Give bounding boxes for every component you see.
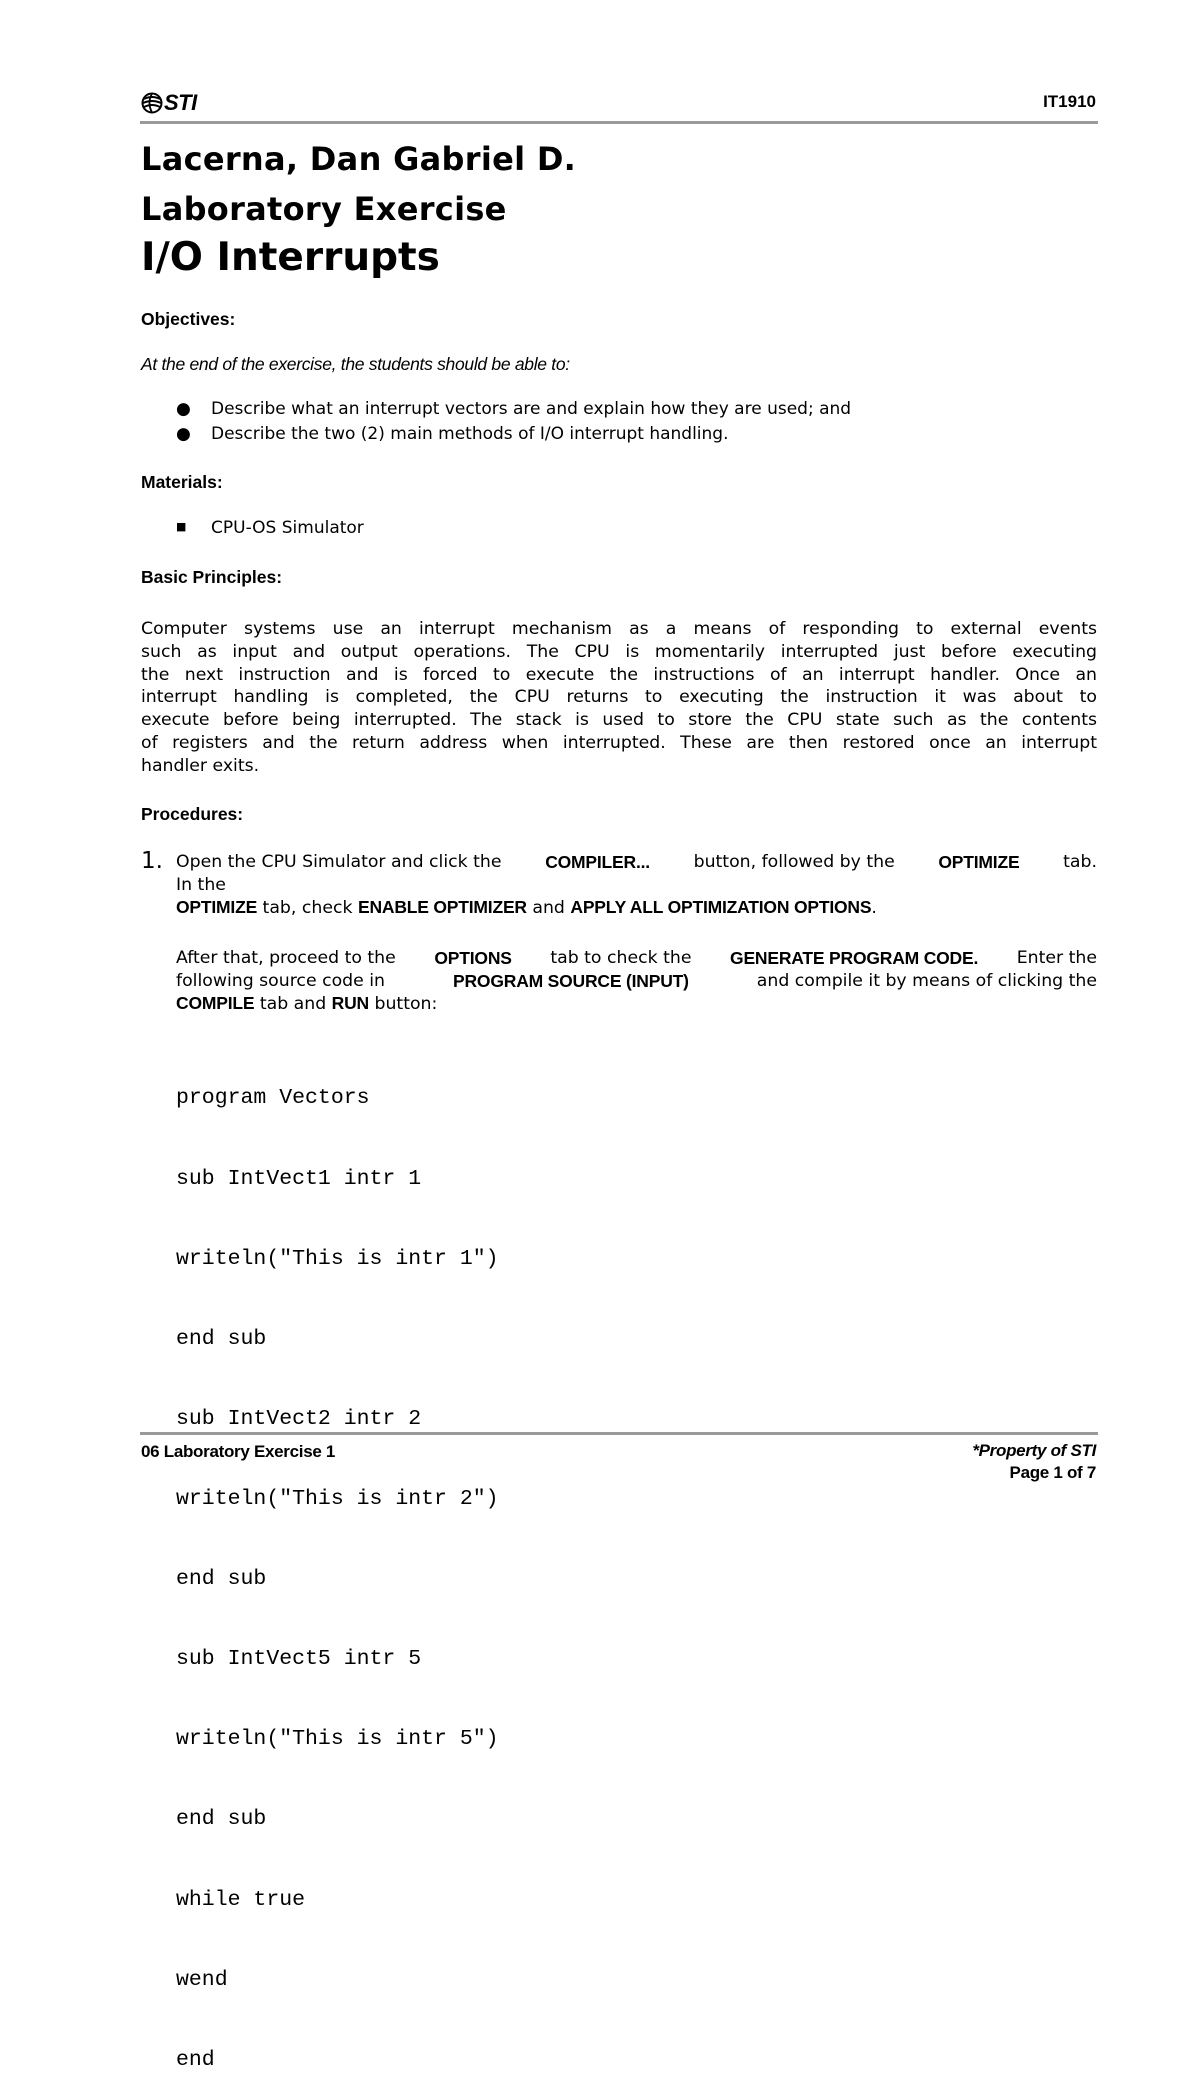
basic-principles-heading: Basic Principles: [141, 567, 283, 587]
objective-item: Describe the two (2) main methods of I/O interrupt handling. [211, 424, 729, 444]
globe-icon [141, 92, 163, 114]
paragraph-line: execute before being interrupted. The stack is used to store the CPU state such as the contents [141, 710, 1097, 731]
page-number: Page 1 of 7 [1009, 1463, 1096, 1482]
paragraph-line: interrupt handling is completed, the CPU returns to executing the instruction it was about to [141, 687, 1097, 708]
paragraph-line: In the [176, 874, 226, 895]
paragraph-line: such as input and output operations. The CPU is momentarily interrupted just before executing [141, 641, 1097, 662]
code-line: sub IntVect5 intr 5 [176, 1647, 422, 1672]
sti-logo [141, 88, 203, 118]
logo-text: STI [164, 90, 197, 115]
paragraph-line: following source code in PROGRAM SOURCE (INPUT) and compile it by means of clicking the [176, 970, 1097, 991]
code-line: end sub [176, 1326, 267, 1351]
objective-item: Describe what an interrupt vectors are and explain how they are used; and [211, 399, 852, 419]
paragraph-line: OPTIMIZE tab, check ENABLE OPTIMIZER and APPLY ALL OPTIMIZATION OPTIONS. [176, 897, 877, 919]
paragraph-line: the next instruction and is forced to execute the instructions of an interrupt handler. Once an [141, 664, 1097, 685]
header-rule [140, 121, 1098, 124]
code-line: writeln("This is intr 5") [176, 1727, 499, 1752]
page-title: I/O Interrupts [141, 235, 440, 280]
step-number: 1. [141, 848, 163, 874]
footer-document-label: 06 Laboratory Exercise 1 [141, 1442, 336, 1461]
code-line: end [176, 2047, 215, 2072]
property-notice: *Property of STI [972, 1441, 1096, 1460]
footer-rule [140, 1432, 1098, 1435]
materials-heading: Materials: [141, 472, 223, 492]
code-line: sub IntVect2 intr 2 [176, 1406, 422, 1431]
footer-right [972, 1440, 1096, 1484]
bullet-icon: ● [176, 424, 191, 444]
step1-paragraph1 [176, 851, 1097, 920]
paragraph-line: handler exits. [141, 755, 260, 776]
code-line: end sub [176, 1567, 267, 1592]
document-type: Laboratory Exercise [141, 190, 507, 228]
student-name: Lacerna, Dan Gabriel D. [141, 140, 577, 178]
code-line: sub IntVect1 intr 1 [176, 1166, 422, 1191]
course-code: IT1910 [1043, 92, 1096, 111]
paragraph-line: Computer systems use an interrupt mechanism as a means of responding to external events [141, 619, 1097, 639]
bullet-icon: ● [176, 399, 191, 419]
paragraph-line: Open the CPU Simulator and click the COMPILER... button, followed by the OPTIMIZE tab. [176, 852, 1097, 872]
square-bullet-icon: ■ [176, 520, 187, 533]
code-line: writeln("This is intr 2") [176, 1486, 499, 1511]
code-line: while true [176, 1887, 306, 1912]
procedures-heading: Procedures: [141, 804, 244, 824]
paragraph-line: of registers and the return address when interrupted. These are then restored once an interrupt [141, 732, 1097, 753]
paragraph-line: COMPILE tab and RUN button: [176, 993, 438, 1015]
objectives-intro: At the end of the exercise, the students should be able to: [141, 354, 570, 374]
basic-principles-paragraph [141, 618, 1097, 778]
objectives-heading: Objectives: [141, 309, 236, 329]
code-line: program Vectors [176, 1086, 370, 1111]
code-line: end sub [176, 1807, 267, 1832]
paragraph-line: After that, proceed to the OPTIONS tab to check the GENERATE PROGRAM CODE. Enter the [176, 948, 1097, 968]
code-line: writeln("This is intr 1") [176, 1246, 499, 1271]
material-item: CPU-OS Simulator [211, 518, 364, 538]
step1-paragraph2 [176, 947, 1097, 1016]
code-line: wend [176, 1967, 228, 1992]
source-code-block [176, 1032, 499, 2100]
